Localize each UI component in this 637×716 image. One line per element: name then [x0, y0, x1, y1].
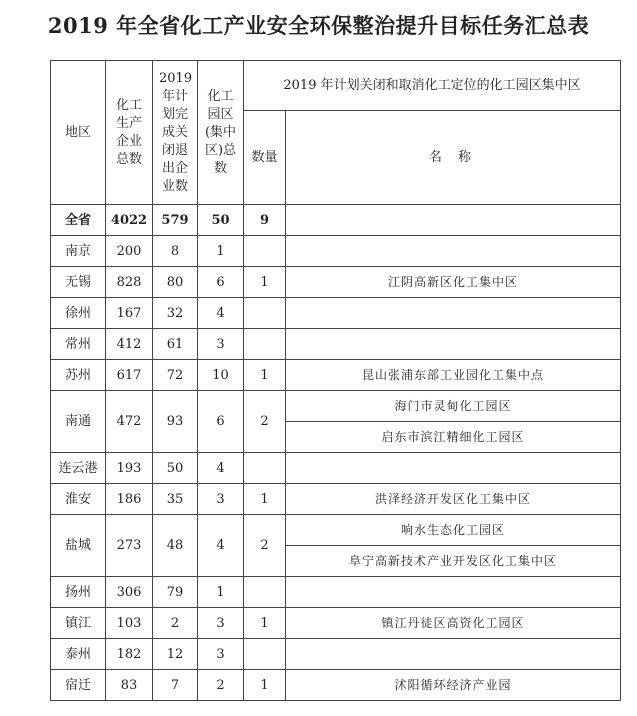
closure-count-cell: 1 — [244, 608, 286, 639]
parks-count-cell: 6 — [198, 391, 244, 453]
park-name-cell: 洪泽经济开发区化工集中区 — [286, 484, 621, 515]
closure-count-cell: 1 — [244, 360, 286, 391]
enterprises-cell: 472 — [106, 391, 153, 453]
enterprises-cell: 182 — [106, 639, 153, 670]
exit-count-cell: 61 — [153, 329, 198, 360]
closure-count-cell: 1 — [244, 484, 286, 515]
parks-count-cell: 1 — [198, 236, 244, 267]
park-name-cell: 江阴高新区化工集中区 — [286, 267, 621, 298]
enterprises-cell: 306 — [106, 577, 153, 608]
enterprises-cell: 617 — [106, 360, 153, 391]
closure-count-cell — [244, 453, 286, 484]
enterprises-cell: 167 — [106, 298, 153, 329]
region-cell: 宿迁 — [51, 670, 106, 701]
table-row — [51, 484, 621, 515]
park-name-cell — [286, 205, 621, 236]
enterprises-cell: 412 — [106, 329, 153, 360]
header-enterprises: 化工生产企业总数 — [106, 61, 153, 205]
closure-count-cell: 2 — [244, 391, 286, 453]
enterprises-cell: 828 — [106, 267, 153, 298]
region-cell: 盐城 — [51, 515, 106, 577]
enterprises-cell: 193 — [106, 453, 153, 484]
exit-count-cell: 32 — [153, 298, 198, 329]
closure-count-cell: 2 — [244, 515, 286, 577]
exit-count-cell: 48 — [153, 515, 198, 577]
park-name-cell — [286, 639, 621, 670]
region-cell: 泰州 — [51, 639, 106, 670]
enterprises-cell: 200 — [106, 236, 153, 267]
exit-count-cell: 72 — [153, 360, 198, 391]
exit-count-cell: 80 — [153, 267, 198, 298]
park-name-cell: 沭阳循环经济产业园 — [286, 670, 621, 701]
region-cell: 扬州 — [51, 577, 106, 608]
header-parks: 化工园区(集中区)总数 — [198, 61, 244, 205]
exit-count-cell: 12 — [153, 639, 198, 670]
enterprises-cell: 4022 — [106, 205, 153, 236]
region-cell: 无锡 — [51, 267, 106, 298]
page-title: 2019 年全省化工产业安全环保整治提升目标任务汇总表 — [47, 13, 590, 38]
header-count: 数量 — [244, 111, 286, 205]
park-name-cell: 启东市滨江精细化工园区 — [286, 422, 621, 453]
exit-count-cell: 7 — [153, 670, 198, 701]
parks-count-cell: 50 — [198, 205, 244, 236]
parks-count-cell: 2 — [198, 670, 244, 701]
park-name-cell: 阜宁高新技术产业开发区化工集中区 — [286, 546, 621, 577]
park-name-cell: 海门市灵甸化工园区 — [286, 391, 621, 422]
exit-count-cell: 50 — [153, 453, 198, 484]
parks-count-cell: 6 — [198, 267, 244, 298]
table-row — [51, 298, 621, 329]
parks-count-cell: 10 — [198, 360, 244, 391]
closure-count-cell — [244, 577, 286, 608]
table-row — [51, 515, 621, 546]
parks-count-cell: 4 — [198, 515, 244, 577]
region-cell: 常州 — [51, 329, 106, 360]
park-name-cell — [286, 577, 621, 608]
enterprises-cell: 83 — [106, 670, 153, 701]
parks-count-cell: 3 — [198, 484, 244, 515]
enterprises-cell: 103 — [106, 608, 153, 639]
header-group: 2019 年计划关闭和取消化工定位的化工园区集中区 — [244, 61, 621, 111]
region-cell: 全省 — [51, 205, 106, 236]
region-cell: 南通 — [51, 391, 106, 453]
summary-table — [50, 60, 621, 701]
parks-count-cell: 3 — [198, 329, 244, 360]
table-row — [51, 205, 621, 236]
region-cell: 苏州 — [51, 360, 106, 391]
exit-count-cell: 579 — [153, 205, 198, 236]
region-cell: 连云港 — [51, 453, 106, 484]
table-row — [51, 360, 621, 391]
parks-count-cell: 1 — [198, 577, 244, 608]
region-cell: 镇江 — [51, 608, 106, 639]
region-cell: 徐州 — [51, 298, 106, 329]
park-name-cell — [286, 329, 621, 360]
closure-count-cell: 9 — [244, 205, 286, 236]
table-row — [51, 329, 621, 360]
parks-count-cell: 3 — [198, 608, 244, 639]
exit-count-cell: 2 — [153, 608, 198, 639]
park-name-cell — [286, 236, 621, 267]
park-name-cell — [286, 298, 621, 329]
header-exit-plan: 2019年计划完成关闭退出企业数 — [153, 61, 198, 205]
closure-count-cell — [244, 639, 286, 670]
closure-count-cell: 1 — [244, 267, 286, 298]
header-region: 地区 — [51, 61, 106, 205]
enterprises-cell: 273 — [106, 515, 153, 577]
park-name-cell: 昆山张浦东部工业园化工集中点 — [286, 360, 621, 391]
closure-count-cell — [244, 329, 286, 360]
enterprises-cell: 186 — [106, 484, 153, 515]
table-row — [51, 608, 621, 639]
table-row — [51, 236, 621, 267]
table-row — [51, 267, 621, 298]
park-name-cell — [286, 453, 621, 484]
header-name: 名 称 — [286, 111, 621, 205]
table-row — [51, 670, 621, 701]
region-cell: 南京 — [51, 236, 106, 267]
table-row — [51, 577, 621, 608]
parks-count-cell: 4 — [198, 298, 244, 329]
table-row — [51, 391, 621, 422]
exit-count-cell: 35 — [153, 484, 198, 515]
closure-count-cell — [244, 298, 286, 329]
exit-count-cell: 93 — [153, 391, 198, 453]
closure-count-cell — [244, 236, 286, 267]
closure-count-cell: 1 — [244, 670, 286, 701]
table-row — [51, 453, 621, 484]
region-cell: 淮安 — [51, 484, 106, 515]
exit-count-cell: 79 — [153, 577, 198, 608]
exit-count-cell: 8 — [153, 236, 198, 267]
park-name-cell: 响水生态化工园区 — [286, 515, 621, 546]
parks-count-cell: 4 — [198, 453, 244, 484]
parks-count-cell: 3 — [198, 639, 244, 670]
table-row — [51, 639, 621, 670]
park-name-cell: 镇江丹徒区高资化工园区 — [286, 608, 621, 639]
